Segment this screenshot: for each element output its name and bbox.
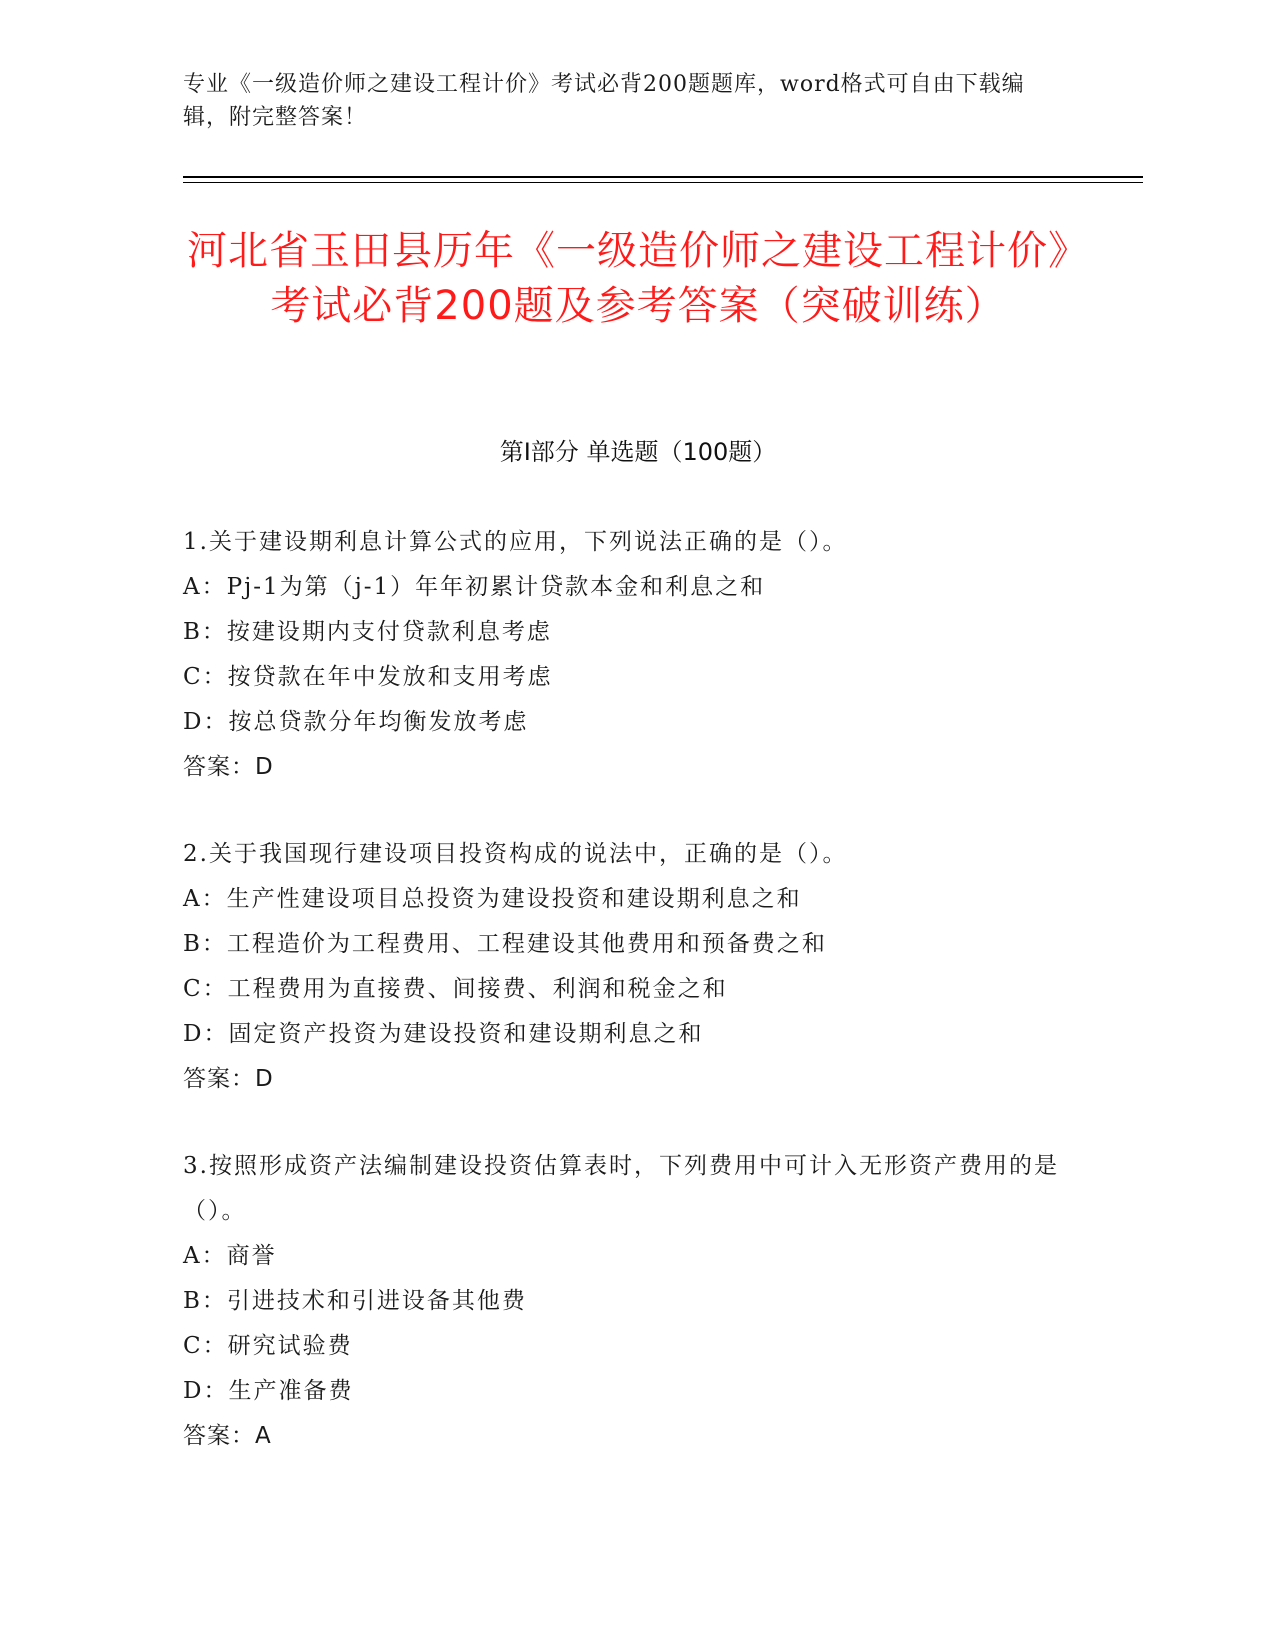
question-2	[183, 832, 1063, 1102]
option-b: B：引进技术和引进设备其他费	[183, 1288, 527, 1314]
question-text: 3.按照形成资产法编制建设投资估算表时，下列费用中可计入无形资产费用的是（）。	[183, 1153, 1059, 1224]
question-text: 2.关于我国现行建设项目投资构成的说法中，正确的是（）。	[183, 841, 848, 867]
option-c: C：研究试验费	[183, 1333, 353, 1359]
option-d: D：固定资产投资为建设投资和建设期利息之和	[183, 1021, 704, 1047]
document-title: 河北省玉田县历年《一级造价师之建设工程计价》考试必背200题及参考答案（突破训练）	[187, 228, 1089, 329]
option-a: A：Pj-1为第（j-1）年年初累计贷款本金和利息之和	[183, 574, 766, 600]
section-heading: 第Ⅰ部分 单选题（100题）	[499, 438, 777, 466]
answer: 答案：D	[183, 1066, 274, 1092]
answer: 答案：D	[183, 754, 274, 780]
answer: 答案：A	[183, 1423, 272, 1449]
question-list	[183, 520, 1063, 1501]
option-b: B：工程造价为工程费用、工程建设其他费用和预备费之和	[183, 931, 827, 957]
question-1	[183, 520, 1063, 790]
option-a: A：商誉	[183, 1243, 277, 1269]
option-b: B：按建设期内支付贷款利息考虑	[183, 619, 552, 645]
option-d: D：生产准备费	[183, 1378, 354, 1404]
header-rule-thin	[183, 182, 1143, 183]
option-c: C：按贷款在年中发放和支用考虑	[183, 664, 553, 690]
header-rule-thick	[183, 176, 1143, 178]
option-c: C：工程费用为直接费、间接费、利润和税金之和	[183, 976, 728, 1002]
question-text: 1.关于建设期利息计算公式的应用，下列说法正确的是（）。	[183, 529, 848, 555]
option-d: D：按总贷款分年均衡发放考虑	[183, 709, 529, 735]
question-3	[183, 1144, 1063, 1459]
header-note: 专业《一级造价师之建设工程计价》考试必背200题题库，word格式可自由下载编辑，附完整答案！	[183, 72, 1025, 130]
option-a: A：生产性建设项目总投资为建设投资和建设期利息之和	[183, 886, 802, 912]
